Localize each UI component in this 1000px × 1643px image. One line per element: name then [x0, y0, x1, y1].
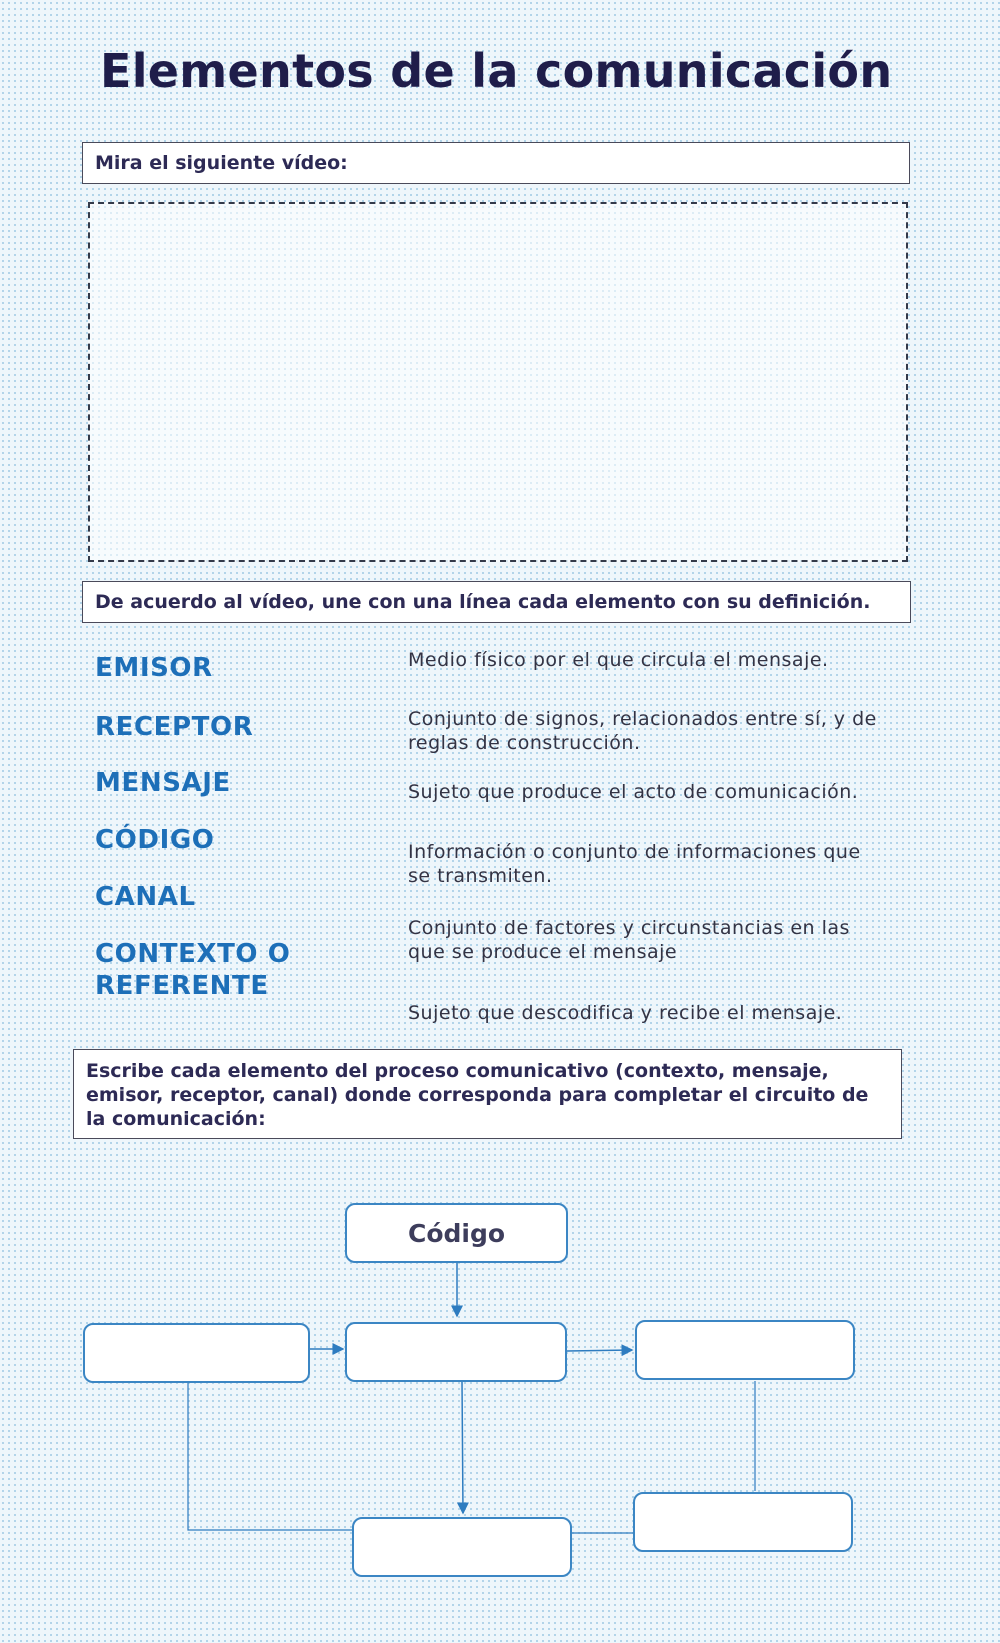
- term-contexto-referente[interactable]: CONTEXTO O REFERENTE: [95, 939, 291, 1001]
- diagram-box-canal[interactable]: [352, 1517, 572, 1577]
- diagram-box-codigo-label: Código: [407, 1218, 506, 1248]
- definition-contexto[interactable]: Conjunto de factores y circunstancias en las que se produce el mensaje: [408, 917, 850, 963]
- circuit-instruction: Escribe cada elemento del proceso comunicativo (contexto, mensaje, emisor, receptor, canal) donde corresponda para completar el circuito de la comunicación:: [73, 1049, 902, 1139]
- term-mensaje[interactable]: MENSAJE: [95, 768, 231, 798]
- arrow-mensaje-to-canal: [462, 1381, 463, 1513]
- diagram-box-codigo: [345, 1203, 568, 1263]
- page-title: Elementos de la comunicación: [100, 44, 893, 98]
- definition-receptor[interactable]: Sujeto que descodifica y recibe el mensaje.: [408, 1002, 843, 1024]
- definition-emisor[interactable]: Sujeto que produce el acto de comunicación.: [408, 781, 859, 803]
- diagram-box-contexto[interactable]: [633, 1492, 853, 1552]
- term-receptor[interactable]: RECEPTOR: [95, 712, 254, 742]
- arrow-mensaje-to-receptor: [567, 1350, 632, 1351]
- term-codigo[interactable]: CÓDIGO: [95, 825, 215, 855]
- definition-mensaje[interactable]: Información o conjunto de informaciones que se transmiten.: [408, 841, 861, 887]
- definition-canal[interactable]: Medio físico por el que circula el mensaje.: [408, 649, 829, 671]
- matching-instruction: De acuerdo al vídeo, une con una línea cada elemento con su definición.: [82, 581, 911, 623]
- line-emisor-to-canal: [188, 1381, 352, 1530]
- definition-codigo[interactable]: Conjunto de signos, relacionados entre sí, y de reglas de construcción.: [408, 708, 877, 754]
- diagram-box-receptor[interactable]: [635, 1320, 855, 1380]
- term-canal[interactable]: CANAL: [95, 882, 196, 912]
- term-emisor[interactable]: EMISOR: [95, 653, 213, 683]
- diagram-box-mensaje[interactable]: [345, 1322, 567, 1382]
- diagram-box-emisor[interactable]: [83, 1323, 310, 1383]
- video-instruction: Mira el siguiente vídeo:: [82, 142, 910, 184]
